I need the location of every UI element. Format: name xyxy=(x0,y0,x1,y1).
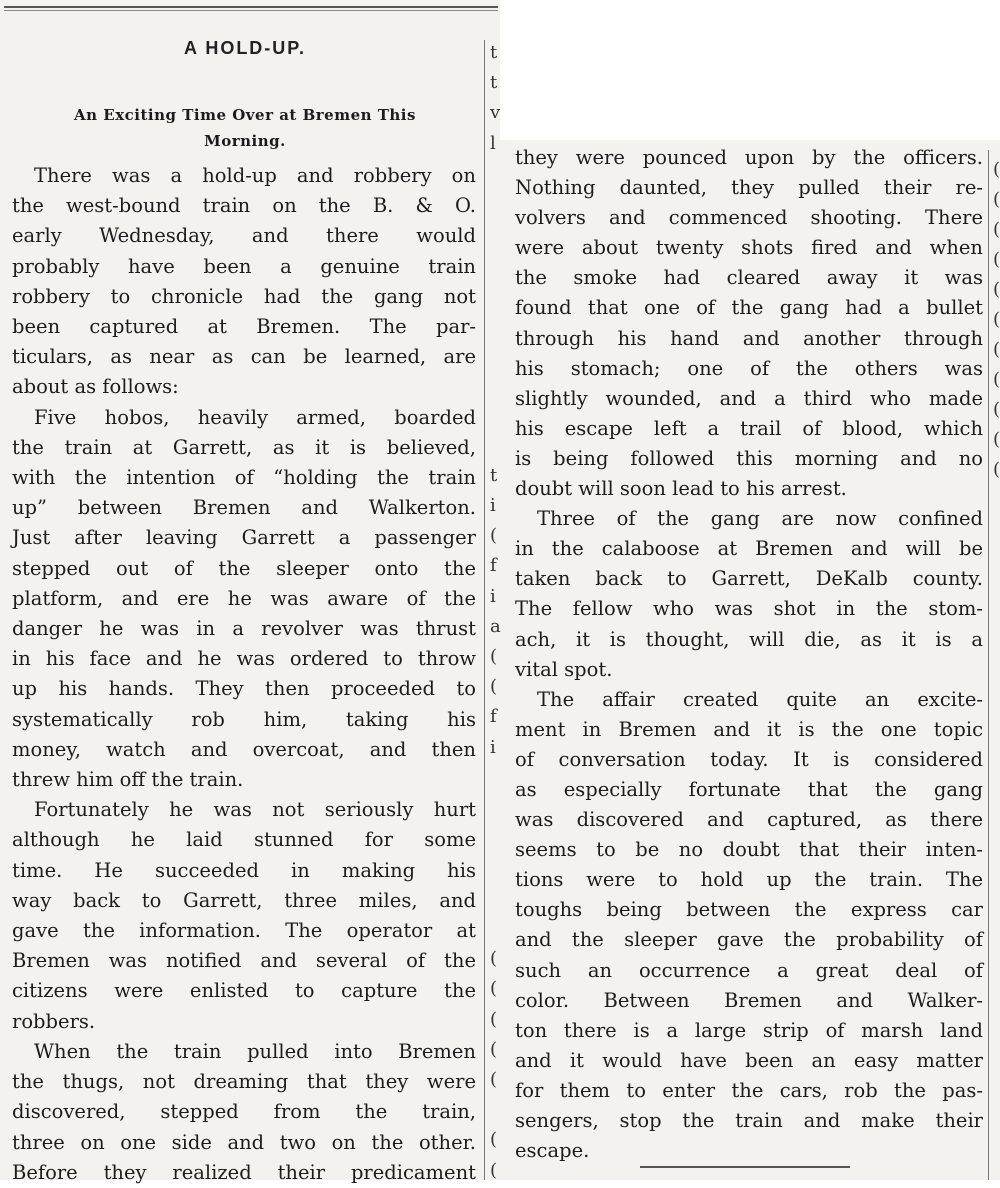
fragment-char: ( xyxy=(993,159,1000,180)
fragment-char xyxy=(993,755,1000,785)
fragment-char xyxy=(993,965,1000,995)
fragment-char xyxy=(490,189,501,219)
fragment-char: ( xyxy=(490,676,498,698)
adjacent-column-fragment-left xyxy=(490,38,501,1186)
text-line: and the sleeper gave the probability of xyxy=(515,928,983,952)
fragment-char xyxy=(490,853,501,883)
fragment-char: ( xyxy=(490,1159,498,1181)
text-line: in his face and he was ordered to throw xyxy=(12,647,476,671)
fragment-char xyxy=(490,310,501,340)
fragment-char: ( xyxy=(490,978,498,1000)
fragment-char xyxy=(993,485,1000,515)
fragment-char xyxy=(993,875,1000,905)
fragment-char: ( xyxy=(993,309,1000,330)
text-line: stepped out of the sleeper onto the xyxy=(12,556,476,580)
fragment-char xyxy=(993,545,1000,575)
fragment-char xyxy=(993,695,1000,725)
text-line: found that one of the gang had a bullet xyxy=(515,296,983,320)
right-column-text xyxy=(515,143,983,1166)
top-rule-thin xyxy=(4,10,498,11)
fragment-char: ( xyxy=(993,369,1000,390)
fragment-char: ( xyxy=(993,339,1000,360)
text-line: escape. xyxy=(515,1139,590,1163)
subhead-line-2: Morning. xyxy=(204,132,286,150)
adjacent-column-fragment-right xyxy=(993,155,1000,1145)
fragment-char xyxy=(993,905,1000,935)
text-line: as especially fortunate that the gang xyxy=(515,777,983,801)
paragraph xyxy=(12,795,476,1037)
text-line: about as follows: xyxy=(12,375,179,399)
fragment-char xyxy=(490,280,501,310)
fragment-char: ( xyxy=(490,646,498,668)
fragment-char: ( xyxy=(993,279,1000,300)
text-line: early Wednesday, and there would xyxy=(12,224,476,248)
fragment-char xyxy=(490,884,501,914)
text-line: Before they realized their predicament xyxy=(12,1160,476,1184)
text-line: through his hand and another through xyxy=(515,326,983,350)
text-line: tions were to hold up the train. The xyxy=(515,868,983,892)
text-line: gave the information. The operator at xyxy=(12,919,476,943)
fragment-char: ( xyxy=(993,399,1000,420)
text-line: threw him off the train. xyxy=(12,768,244,792)
text-line: Just after leaving Garrett a passenger xyxy=(12,526,476,550)
fragment-char: ( xyxy=(993,249,1000,270)
fragment-char xyxy=(993,995,1000,1025)
text-line: seems to be no doubt that their inten- xyxy=(515,838,983,862)
fragment-char: ( xyxy=(490,1008,498,1030)
fragment-char xyxy=(993,1085,1000,1115)
text-line: When the train pulled into Bremen xyxy=(34,1039,476,1063)
text-line: The fellow who was shot in the stom- xyxy=(515,597,983,621)
text-line: citizens were enlisted to capture the xyxy=(12,979,476,1003)
fragment-char xyxy=(490,400,501,430)
fragment-char: ( xyxy=(490,948,498,970)
fragment-char: ( xyxy=(993,189,1000,210)
paragraph xyxy=(515,504,983,685)
text-line: ton there is a large strip of marsh land xyxy=(515,1018,983,1042)
fragment-char: t xyxy=(490,464,498,486)
fragment-char xyxy=(490,793,501,823)
fragment-char: v xyxy=(490,102,501,124)
article-subhead xyxy=(10,102,480,154)
text-line: for them to enter the cars, rob the pas- xyxy=(515,1078,983,1102)
text-line: up his hands. They then proceeded to xyxy=(12,677,476,701)
fragment-char xyxy=(490,219,501,249)
text-line: and it would have been an easy matter xyxy=(515,1048,983,1072)
fragment-char: t xyxy=(490,42,498,63)
fragment-char: i xyxy=(490,736,496,758)
fragment-char xyxy=(993,635,1000,665)
fragment-char: ( xyxy=(993,459,1000,480)
paragraph xyxy=(12,1037,476,1188)
article-end-rule xyxy=(640,1166,850,1168)
text-line: vital spot. xyxy=(515,657,613,681)
text-line: doubt will soon lead to his arrest. xyxy=(515,477,847,501)
column-divider-left xyxy=(484,40,485,1180)
text-line: sengers, stop the train and make their xyxy=(515,1109,983,1132)
fragment-char: ( xyxy=(490,1068,498,1090)
text-line: his stomach; one of the others was xyxy=(515,356,983,380)
fragment-char xyxy=(490,431,501,461)
fragment-char xyxy=(490,159,501,189)
article-headline: A HOLD-UP. xyxy=(183,38,306,58)
fragment-char xyxy=(993,845,1000,875)
fragment-char: ( xyxy=(490,1129,498,1151)
text-line: systematically rob him, taking his xyxy=(12,707,476,731)
text-line: discovered, stepped from the train, xyxy=(12,1100,476,1124)
text-line: been captured at Bremen. The par- xyxy=(12,315,476,339)
text-line: Nothing daunted, they pulled their re- xyxy=(515,176,983,200)
text-line: his escape left a trail of blood, which xyxy=(515,416,983,440)
text-line: the west-bound train on the B. & O. xyxy=(12,194,476,218)
text-line: of conversation today. It is considered xyxy=(515,747,983,771)
fragment-char xyxy=(993,1055,1000,1085)
fragment-char xyxy=(490,914,501,944)
text-line: the thugs, not dreaming that they were xyxy=(12,1070,476,1094)
text-line: were about twenty shots fired and when xyxy=(515,236,983,260)
fragment-char xyxy=(993,1025,1000,1055)
fragment-char xyxy=(490,249,501,279)
fragment-char xyxy=(490,823,501,853)
fragment-char: a xyxy=(490,615,501,637)
paragraph xyxy=(515,685,983,1167)
text-line: taken back to Garrett, DeKalb county. xyxy=(515,567,983,591)
text-line: Bremen was notified and several of the xyxy=(12,949,476,973)
text-line: volvers and commenced shooting. There xyxy=(515,206,983,230)
text-line: Five hobos, heavily armed, boarded xyxy=(34,405,476,429)
text-line: the smoke had cleared away it was xyxy=(515,266,983,290)
fragment-char: ( xyxy=(993,429,1000,450)
text-line: ach, it is thought, will die, as it is a xyxy=(515,627,983,651)
fragment-char xyxy=(993,935,1000,965)
text-line: they were pounced upon by the officers. xyxy=(515,146,983,169)
text-line: the train at Garrett, as it is believed, xyxy=(12,435,476,459)
text-line: time. He succeeded in making his xyxy=(12,858,476,882)
text-line: robbers. xyxy=(12,1009,96,1033)
text-line: way back to Garrett, three miles, and xyxy=(12,888,476,912)
top-rule xyxy=(4,6,498,8)
text-line: platform, and ere he was aware of the xyxy=(12,586,476,610)
fragment-char: ( xyxy=(490,525,498,547)
fragment-char: i xyxy=(490,585,496,607)
text-line: in the calaboose at Bremen and will be xyxy=(515,537,983,561)
text-line: color. Between Bremen and Walker- xyxy=(515,988,983,1012)
fragment-char: ( xyxy=(490,1038,498,1060)
text-line: probably have been a genuine train xyxy=(12,254,476,278)
fragment-char: l xyxy=(490,132,496,154)
text-line: three on one side and two on the other. xyxy=(12,1130,476,1154)
fragment-char xyxy=(490,1095,501,1125)
paragraph xyxy=(12,403,476,796)
fragment-char xyxy=(993,815,1000,845)
fragment-char xyxy=(490,763,501,793)
fragment-char: f xyxy=(490,555,497,577)
left-column-text xyxy=(12,161,476,1188)
text-line: slightly wounded, and a third who made xyxy=(515,386,983,410)
text-line: up” between Bremen and Walkerton. xyxy=(12,496,476,520)
text-line: danger he was in a revolver was thrust xyxy=(12,617,476,641)
fragment-char xyxy=(993,575,1000,605)
fragment-char xyxy=(490,370,501,400)
text-line: is being followed this morning and no xyxy=(515,446,983,470)
fragment-char xyxy=(993,605,1000,635)
text-line: There was a hold-up and robbery on xyxy=(34,164,476,187)
paragraph xyxy=(12,161,476,403)
text-line: Fortunately he was not seriously hurt xyxy=(34,798,476,822)
fragment-char: ( xyxy=(993,219,1000,240)
fragment-char xyxy=(993,1115,1000,1145)
fragment-char xyxy=(490,340,501,370)
text-line: The affair created quite an excite- xyxy=(537,687,983,711)
text-line: ticulars, as near as can be learned, are xyxy=(12,345,476,369)
text-line: with the intention of “holding the train xyxy=(12,466,476,490)
fragment-char xyxy=(993,665,1000,695)
fragment-char xyxy=(993,725,1000,755)
fragment-char xyxy=(993,515,1000,545)
text-line: robbery to chronicle had the gang not xyxy=(12,284,476,308)
fragment-char xyxy=(993,785,1000,815)
subhead-line-1: An Exciting Time Over at Bremen This xyxy=(74,106,416,124)
text-line: toughs being between the express car xyxy=(515,898,983,922)
text-line: Three of the gang are now confined xyxy=(537,507,983,531)
text-line: ment in Bremen and it is the one topic xyxy=(515,717,983,741)
text-line: such an occurrence a great deal of xyxy=(515,958,983,982)
text-line: money, watch and overcoat, and then xyxy=(12,737,476,761)
text-line: although he laid stunned for some xyxy=(12,828,476,852)
column-divider-right xyxy=(988,150,989,1180)
text-line: was discovered and captured, as there xyxy=(515,808,983,832)
fragment-char: t xyxy=(490,72,498,94)
fragment-char: i xyxy=(490,495,496,517)
paragraph xyxy=(515,143,983,504)
fragment-char: f xyxy=(490,706,497,728)
